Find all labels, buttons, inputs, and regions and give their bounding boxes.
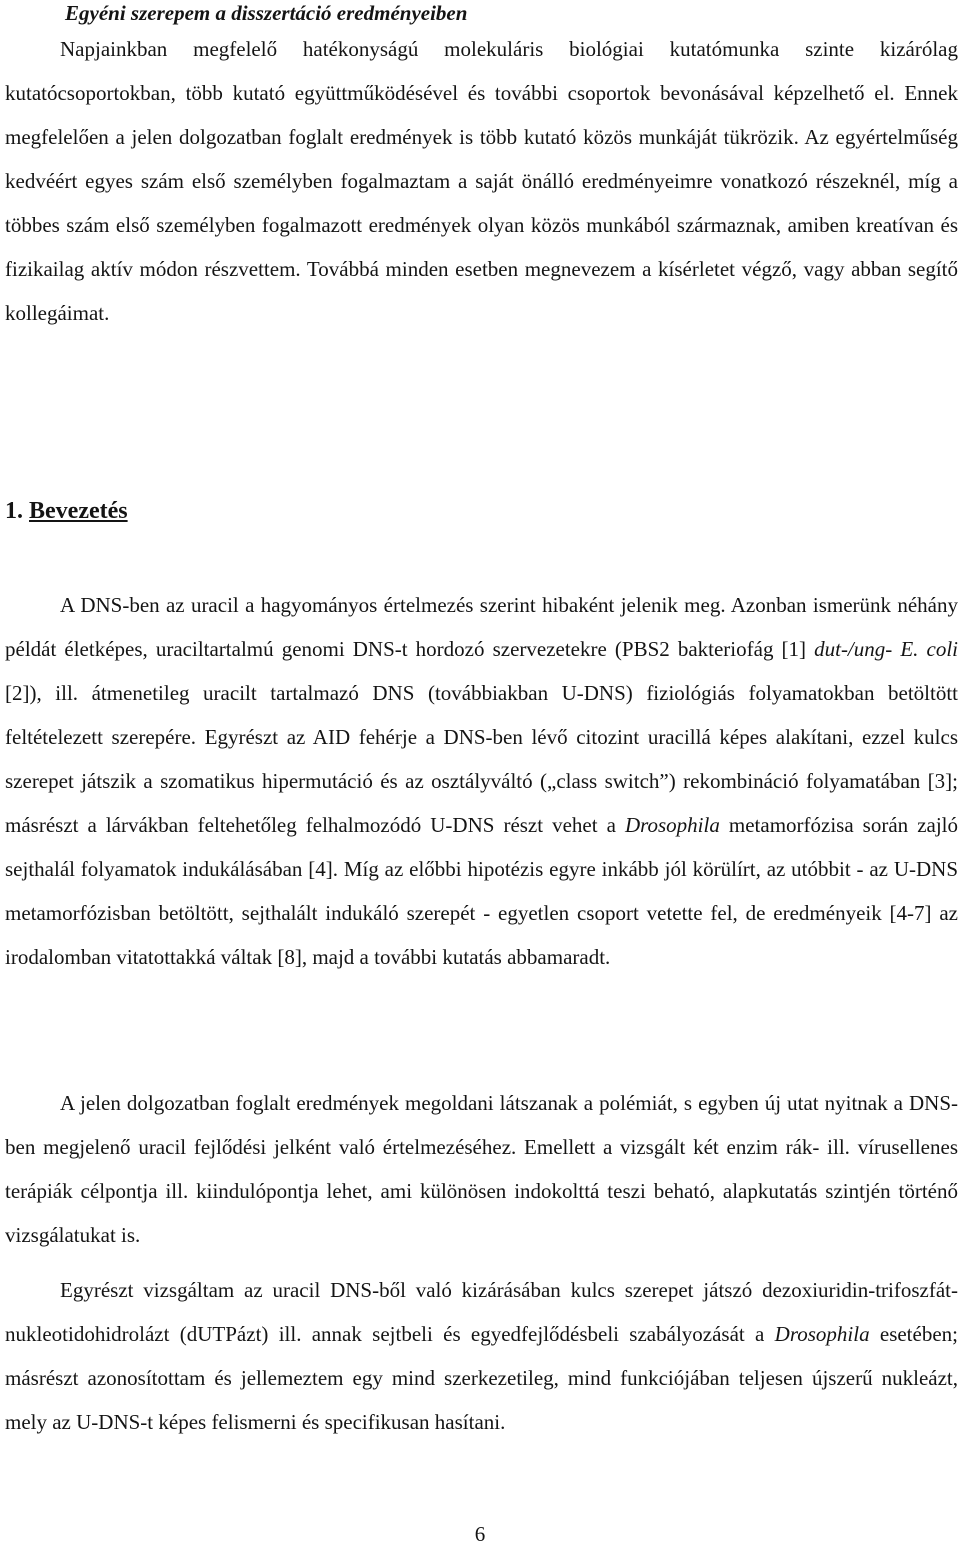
intro-p1-text-3: metamorfózisa során zajló sejthalál folyamatok indukálásában [4]. Míg az előbbi hipotézis egyre inkább jól körülírt, az utóbbit - az U-DNS metamorfózisban betöltött, sejthalált indukáló szerepét - egyetlen csoport vetette fel, de eredményeik [4-7] az irodalomban vitatottakká váltak [8], majd a további kutatás abbamaradt. <box>5 813 958 969</box>
section-title: Bevezetés <box>29 498 128 524</box>
intro-p1-text-2: [2]), ill. átmenetileg uracilt tartalmazó DNS (továbbiakban U-DNS) fiziológiás folyamatokban betöltött feltételezett szerepére. Egyrészt az AID fehérje a DNS-ben lévő citozint uracillá képes alakítani, ezzel kulcs szerepet játszik a szomatikus hipermutáció és az osztályváltó („class switch”) rekombináció folyamatában [3]; másrészt a lárvákban feltehetőleg felhalmozódó U-DNS részt vehet a <box>5 681 958 837</box>
section-heading <box>5 493 128 529</box>
intro-p3-italic-1: Drosophila <box>774 1322 870 1346</box>
intro-paragraph-3 <box>5 1268 958 1444</box>
intro-paragraph-2: A jelen dolgozatban foglalt eredmények megoldani látszanak a polémiát, s egyben új utat nyitnak a DNS-ben megjelenő uracil fejlődési jelként való értelmezéséhez. Emellett a vizsgált két enzim rák- ill. vírusellenes terápiák célpontja ill. kiindulópontja lehet, ami különösen indokolttá teszi beható, alapkutatás szintjén történő vizsgálatukat is. <box>5 1091 958 1247</box>
intro-p1-text-1: A DNS-ben az uracil a hagyományos értelmezés szerint hibaként jelenik meg. Azonban ismerünk néhány példát életképes, uraciltartalmú genomi DNS-t hordozó szervezetekre (PBS2 bakteriofág [1] <box>5 593 958 661</box>
section-number: 1. <box>5 498 23 524</box>
role-paragraph: Napjainkban megfelelő hatékonyságú molekuláris biológiai kutatómunka szinte kizárólag kutatócsoportokban, több kutató együttműködésével és további csoportok bevonásával képzelhető el. Ennek megfelelően a jelen dolgozatban foglalt eredmények is több kutató közös munkáját tükrözik. Az egyértelműség kedvéért egyes szám első személyben fogalmaztam a saját önálló eredményeimre vonatkozó részeknél, míg a többes szám első személyben fogalmazott eredmények olyan közös munkából származnak, amiben kreatívan és fizikailag aktív módon részvettem. Továbbá minden esetben megnevezem a kísérletet végző, vagy abban segítő kollegáimat. <box>5 37 958 325</box>
intro-p1-italic-2: Drosophila <box>624 813 720 837</box>
page-number: 6 <box>474 1522 486 1546</box>
role-heading: Egyéni szerepem a disszertáció eredményeiben <box>65 1 468 25</box>
intro-paragraph-1 <box>5 583 958 979</box>
intro-p3-text-2: esetében; másrészt azonosítottam és jellemeztem egy mind szerkezetileg, mind funkciójában teljesen újszerű nukleázt, mely az U-DNS-t képes felismerni és specifikusan hasítani. <box>5 1322 958 1434</box>
intro-p1-italic-1: dut-/ung- E. coli <box>814 637 958 661</box>
intro-p3-text-1: Egyrészt vizsgáltam az uracil DNS-ből való kizárásában kulcs szerepet játszó dezoxiuridin-trifoszfát-nukleotidohidrolázt (dUTPázt) ill. annak sejtbeli és egyedfejlődésbeli szabályozását a <box>5 1278 958 1346</box>
